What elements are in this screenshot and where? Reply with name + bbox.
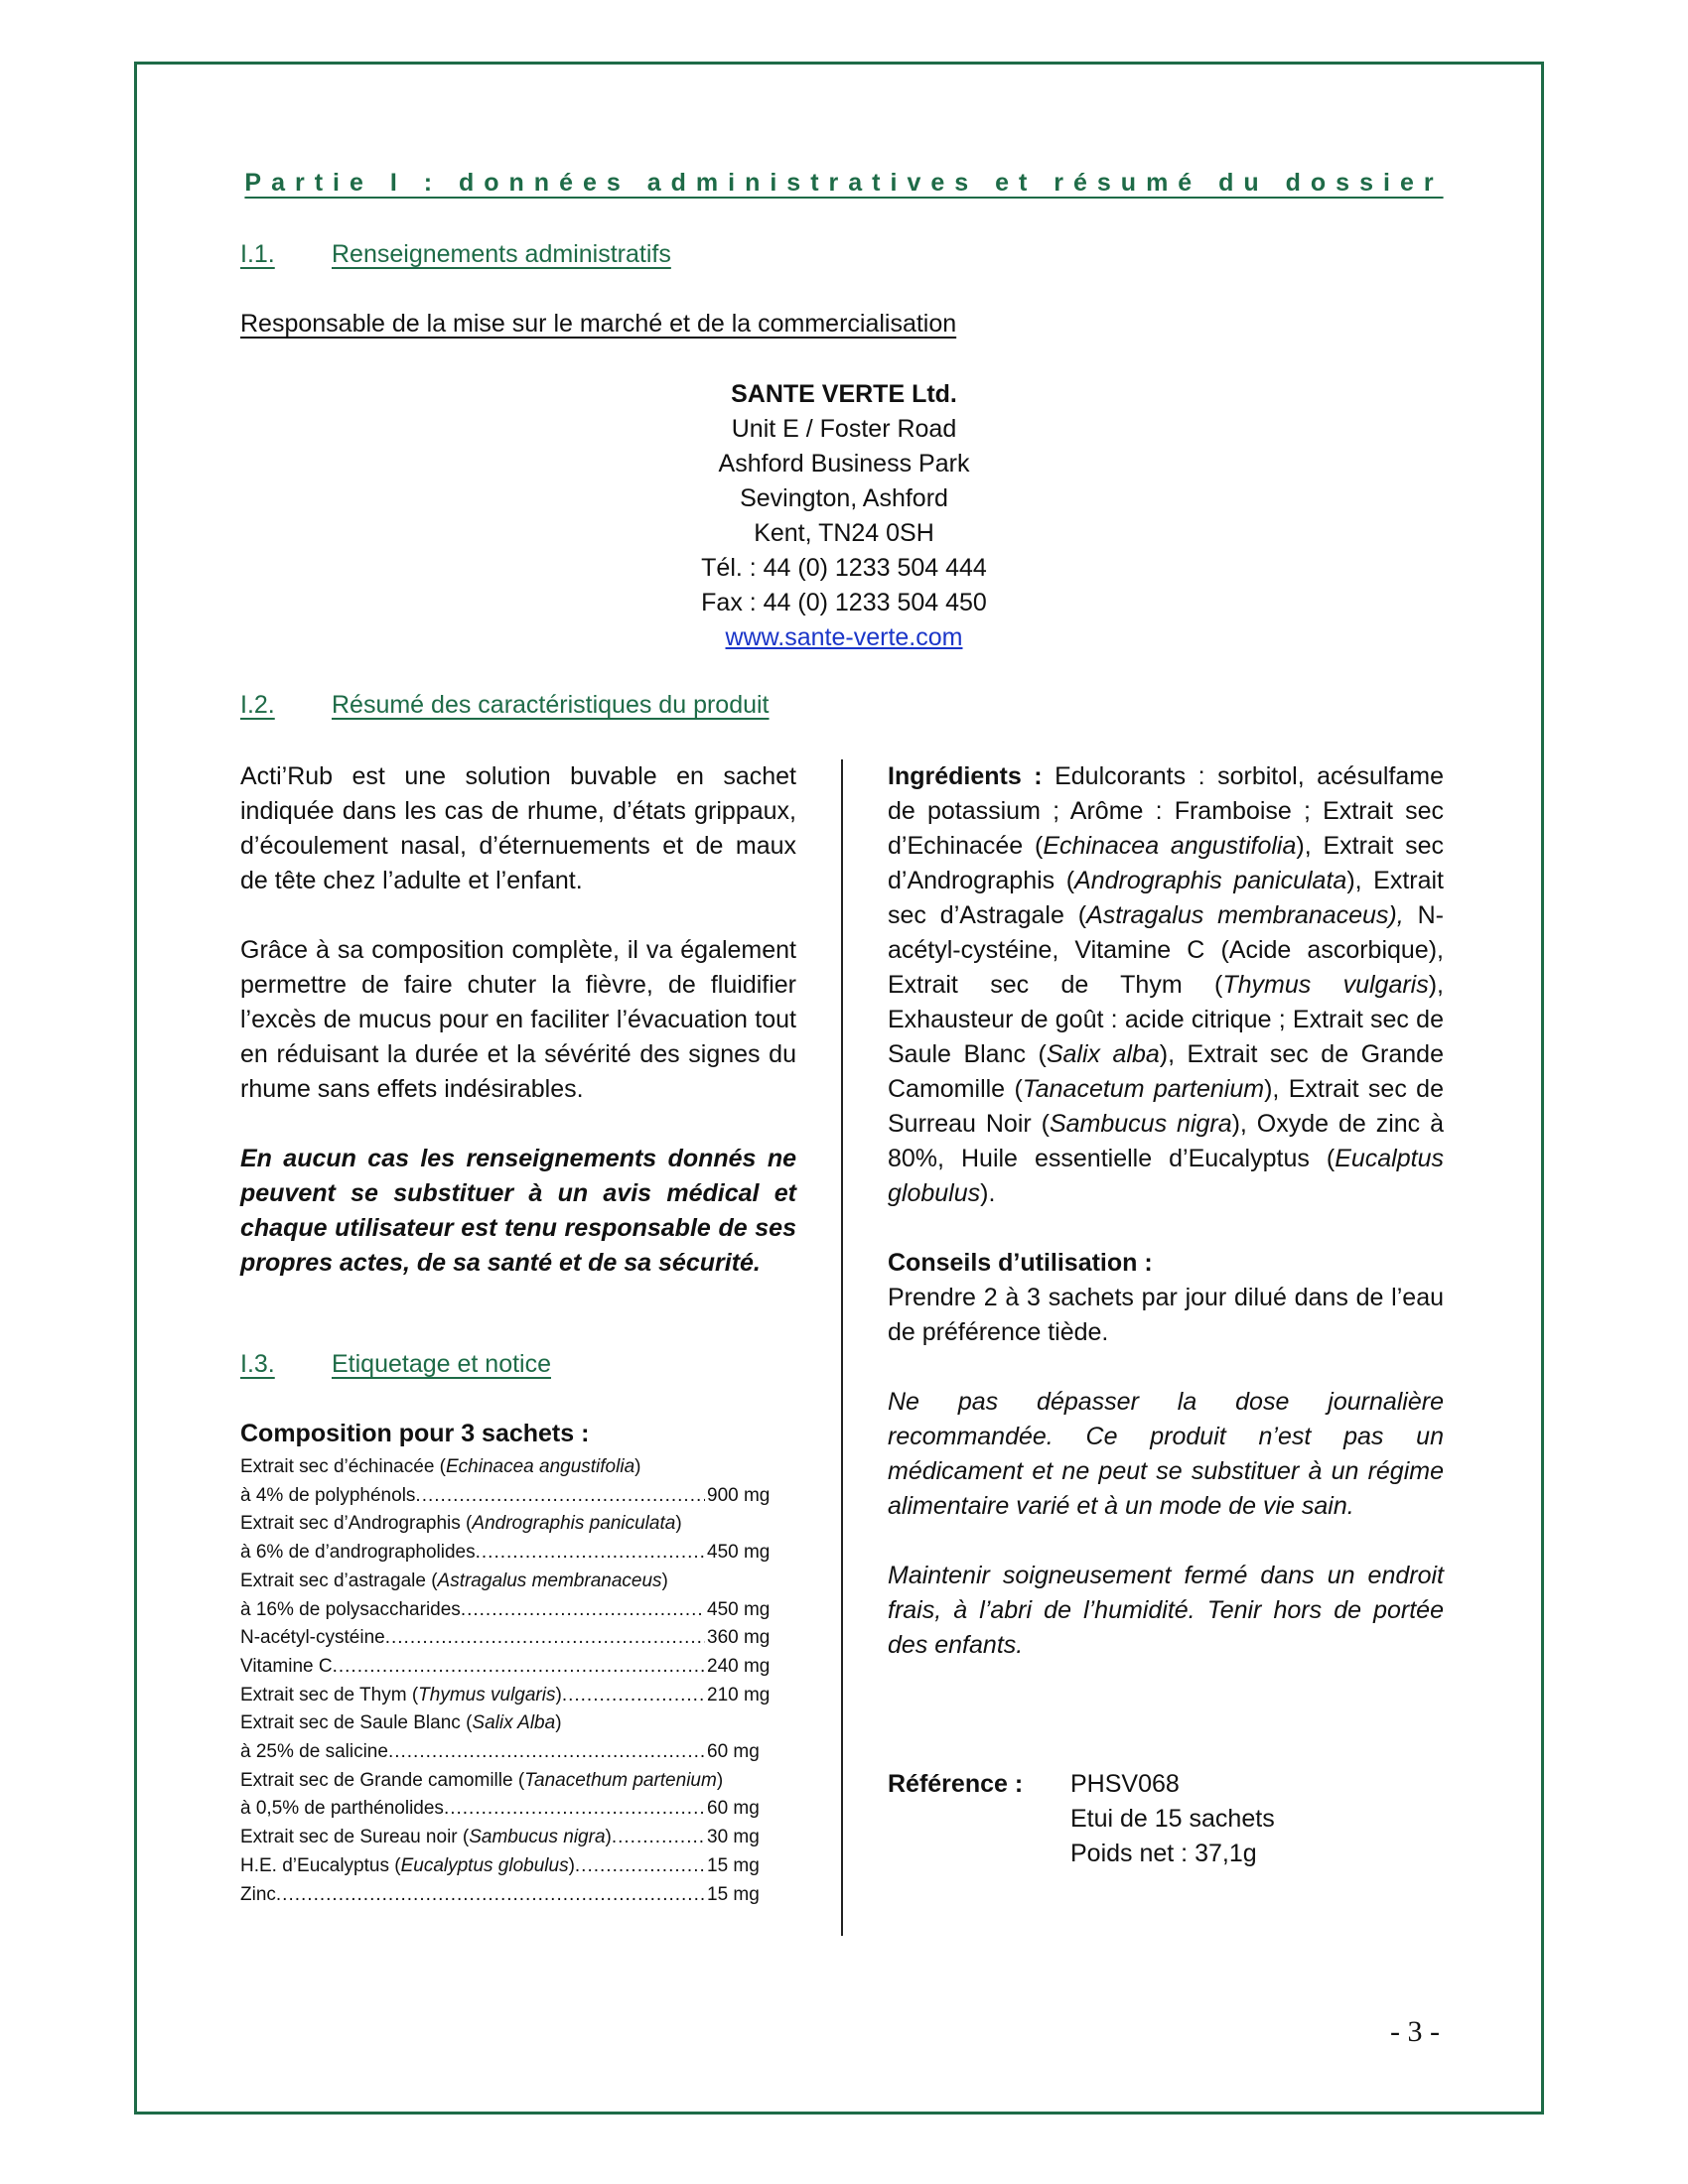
storage-note: Maintenir soigneusement fermé dans un endroit frais, à l’abri de l’humidité. Tenir hors de portée des enfants.: [888, 1562, 1444, 1659]
ingredient-text: Astragalus membranaceus),: [1086, 901, 1404, 929]
leader-dots: [612, 1824, 705, 1852]
composition-label: à 16% de polysaccharides: [240, 1598, 461, 1620]
composition-amount: 60 mg: [707, 1741, 760, 1763]
composition-amount: 15 mg: [707, 1883, 760, 1905]
right-column: [888, 759, 1444, 1663]
leader-dots: [276, 1881, 705, 1910]
ingredient-text: Sambucus nigra: [1049, 1110, 1232, 1138]
ingredients-paragraph: Ingrédients : Edulcorants : sorbitol, acésulfame de potassium ; Arôme : Framboise ; Extrait sec d’Echinacée (Echinacea angustifolia), Extrait sec d’Andrographis (Andrographis paniculata), Extrait sec d’Astragale (Astragalus membranaceus), N-acétyl-cystéine, Vitamine C (Acide ascorbique), Extrait sec de Thym (Thymus vulgaris), Exhausteur de goût : acide citrique ; Extrait sec de Saule Blanc (Salix alba), Extrait sec de Grande Camomille (Tanacetum partenium), Extrait sec de Surreau Noir (Sambucus nigra), Oxyde de zinc à 80%, Huile essentielle d’Eucalyptus (Eucalptus globulus).: [888, 762, 1445, 1207]
ingredient-text: ), Extrait sec de Surreau Noir (: [888, 1075, 1444, 1138]
dosage-note: Ne pas dépasser la dose journalière recommandée. Ce produit n’est pas un médicament et ne peut se substituer à un régime alimentaire varié et à un mode de vie sain.: [888, 1388, 1444, 1520]
leader-dots: [333, 1653, 705, 1682]
composition-label: N-acétyl-cystéine: [240, 1627, 385, 1649]
net-weight: Poids net : 37,1g: [1070, 1840, 1257, 1867]
composition-label: à 25% de salicine: [240, 1741, 388, 1763]
composition-row: [240, 1568, 776, 1596]
fax-line: Fax : 44 (0) 1233 504 450: [701, 589, 987, 616]
composition-row: [240, 1738, 776, 1767]
composition-amount: 450 mg: [707, 1598, 771, 1620]
leader-dots: [444, 1795, 705, 1824]
composition-list: [240, 1453, 776, 1909]
ingredient-text: ), Extrait sec d’Astragale (: [888, 867, 1444, 929]
composition-label: Extrait sec de Sureau noir (Sambucus nigra): [240, 1827, 612, 1848]
composition-row: [240, 1881, 776, 1910]
composition-amount: 60 mg: [707, 1798, 760, 1820]
composition-heading: Composition pour 3 sachets :: [240, 1420, 590, 1447]
reference-label: Référence :: [888, 1770, 1024, 1798]
composition-label: Zinc: [240, 1883, 276, 1905]
ingredient-text: Tanacetum partenium: [1022, 1075, 1265, 1103]
phone-line: Tél. : 44 (0) 1233 504 444: [701, 554, 987, 582]
composition-row: [240, 1824, 776, 1852]
composition-row: [240, 1653, 776, 1682]
composition-row: [240, 1682, 776, 1710]
leader-dots: [461, 1596, 705, 1625]
ingredient-text: Thymus vulgaris: [1222, 971, 1429, 999]
address-line: Kent, TN24 0SH: [754, 519, 934, 547]
description-paragraph: Acti’Rub est une solution buvable en sachet indiquée dans les cas de rhume, d’états grippaux, d’écoulement nasal, d’éternuements et de maux de tête chez l’adulte et l’enfant.: [240, 762, 796, 894]
ingredient-text: Andrographis paniculata: [1074, 867, 1347, 894]
composition-row: [240, 1767, 776, 1796]
warning-paragraph: En aucun cas les renseignements donnés ne peuvent se substituer à un avis médical et chaque utilisateur est tenu responsable de ses propres actes, de sa santé et de sa sécurité.: [240, 1145, 796, 1277]
composition-amount: 360 mg: [707, 1627, 771, 1649]
composition-amount: 30 mg: [707, 1827, 760, 1848]
composition-label: Vitamine C: [240, 1655, 333, 1677]
usage-heading: Conseils d’utilisation :: [888, 1249, 1153, 1277]
composition-label: à 4% de polyphénols: [240, 1484, 416, 1506]
package-info: Etui de 15 sachets: [1070, 1805, 1275, 1833]
leader-dots: [385, 1624, 705, 1653]
composition-row: [240, 1624, 776, 1653]
composition-label: Extrait sec d’astragale (Astragalus membranaceus): [240, 1570, 668, 1591]
address-line: Ashford Business Park: [718, 450, 970, 478]
left-column: [240, 759, 796, 1281]
company-name: SANTE VERTE Ltd.: [731, 380, 957, 408]
composition-row: [240, 1453, 776, 1482]
composition-amount: 900 mg: [707, 1484, 771, 1506]
composition-amount: 15 mg: [707, 1854, 760, 1876]
page-title: Partie I : données administratives et résumé du dossier: [244, 169, 1444, 197]
ingredient-text: Salix alba: [1046, 1040, 1160, 1068]
composition-label: H.E. d’Eucalyptus (Eucalyptus globulus): [240, 1854, 575, 1876]
ingredient-text: ), Extrait sec de Grande Camomille (: [888, 1040, 1444, 1103]
ingredient-text: ).: [980, 1179, 996, 1207]
ingredient-text: ), Extrait sec d’Andrographis (: [888, 832, 1445, 894]
leader-dots: [562, 1682, 705, 1710]
leader-dots: [575, 1852, 705, 1881]
leader-dots: [476, 1539, 705, 1568]
page-number: - 3 -: [1390, 2015, 1440, 2048]
composition-label: à 0,5% de parthénolides: [240, 1798, 444, 1820]
composition-label: Extrait sec de Thym (Thymus vulgaris): [240, 1684, 562, 1706]
composition-row: [240, 1795, 776, 1824]
column-divider: [841, 759, 843, 1936]
composition-amount: 450 mg: [707, 1542, 771, 1564]
reference-code: PHSV068: [1070, 1770, 1180, 1798]
composition-row: [240, 1596, 776, 1625]
website-link[interactable]: www.sante-verte.com: [725, 623, 963, 651]
composition-label: Extrait sec d’échinacée (Echinacea angustifolia): [240, 1456, 641, 1477]
ingredient-text: Eucalptus globulus: [888, 1145, 1444, 1207]
address-line: Sevington, Ashford: [740, 484, 948, 512]
section-heading-2: I.2. Résumé des caractéristiques du produit: [240, 691, 770, 719]
composition-row: [240, 1539, 776, 1568]
ingredient-text: ), Oxyde de zinc à 80%, Huile essentielle d’Eucalyptus (: [888, 1110, 1445, 1172]
leader-dots: [415, 1482, 705, 1511]
ingredient-text: Edulcorants : sorbitol, acésulfame de potassium ; Arôme : Framboise ; Extrait sec d’Echinacée (: [888, 762, 1444, 860]
benefits-paragraph: Grâce à sa composition complète, il va également permettre de faire chuter la fièvre, de fluidifier l’excès de mucus pour en faciliter l’évacuation tout en réduisant la durée et la sévérité des signes du rhume sans effets indésirables.: [240, 936, 796, 1103]
ingredient-text: N-acétyl-cystéine, Vitamine C (Acide ascorbique), Extrait sec de Thym (: [888, 901, 1444, 999]
responsible-heading: Responsable de la mise sur le marché et de la commercialisation: [240, 310, 957, 338]
ingredient-text: ), Exhausteur de goût : acide citrique ; Extrait sec de Saule Blanc (: [888, 971, 1445, 1068]
composition-row: [240, 1510, 776, 1539]
composition-label: à 6% de d’andrographolides: [240, 1542, 476, 1564]
composition-row: [240, 1709, 776, 1738]
address-line: Unit E / Foster Road: [731, 415, 957, 443]
leader-dots: [388, 1738, 705, 1767]
composition-label: Extrait sec de Grande camomille (Tanacethum partenium): [240, 1769, 724, 1791]
composition-row: [240, 1852, 776, 1881]
composition-label: Extrait sec d’Andrographis (Andrographis paniculata): [240, 1513, 682, 1535]
composition-amount: 210 mg: [707, 1684, 771, 1706]
section-heading-1: I.1. Renseignements administratifs: [240, 240, 671, 268]
composition-label: Extrait sec de Saule Blanc (Salix Alba): [240, 1712, 562, 1734]
usage-text: Prendre 2 à 3 sachets par jour dilué dans de l’eau de préférence tiède.: [888, 1284, 1444, 1346]
ingredient-text: Echinacea angustifolia: [1043, 832, 1297, 860]
composition-amount: 240 mg: [707, 1655, 771, 1677]
composition-row: [240, 1482, 776, 1511]
company-address: [0, 377, 1688, 655]
section-heading-3: I.3. Etiquetage et notice: [240, 1350, 551, 1378]
